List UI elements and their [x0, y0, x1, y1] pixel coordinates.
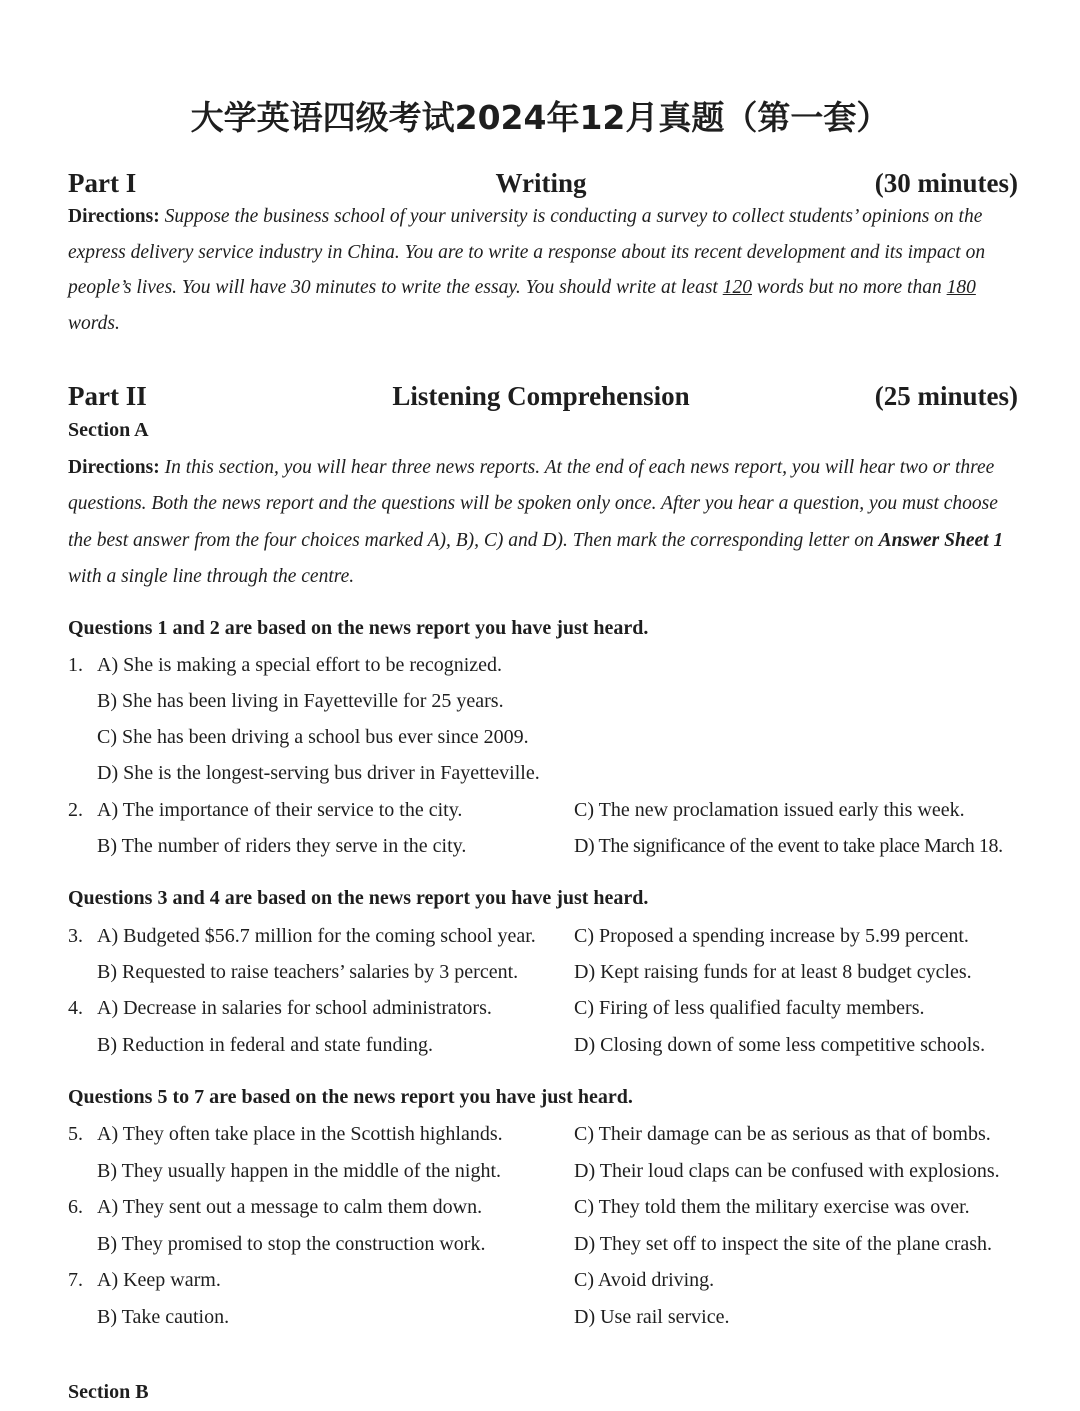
part2-label: Part II	[68, 381, 147, 411]
question-1-number: 1.	[68, 654, 83, 676]
question-7-option-d[interactable]: D) Use rail service.	[574, 1306, 730, 1328]
question-4-option-c[interactable]: C) Firing of less qualified faculty members.	[574, 997, 925, 1019]
part1-directions-label: Directions:	[68, 206, 160, 227]
question-1-option-b[interactable]: B) She has been living in Fayetteville for 25 years.	[97, 690, 504, 712]
question-1-option-d[interactable]: D) She is the longest-serving bus driver in Fayetteville.	[97, 762, 540, 784]
part2-directions-label: Directions:	[68, 457, 160, 478]
part1-directions	[68, 199, 1020, 341]
question-2-number: 2.	[68, 799, 83, 821]
part2-name: Listening Comprehension	[392, 381, 690, 411]
part1-directions-end: words.	[68, 312, 120, 334]
question-4-option-d[interactable]: D) Closing down of some less competitive schools.	[574, 1034, 986, 1056]
part2-header	[68, 381, 1018, 417]
question-2-option-a[interactable]: A) The importance of their service to the city.	[97, 799, 463, 821]
part1-directions-text: Suppose the business school of your university is conducting a survey to collect students’ opinions on the express delivery service industry in China. You are to write a response about its recent development and its impact on people’s lives. You will have 30 minutes to write the essay. You should write at least	[68, 206, 986, 298]
part1-label: Part I	[68, 168, 137, 198]
question-4-number: 4.	[68, 997, 83, 1019]
question-group-3-heading: Questions 5 to 7 are based on the news report you have just heard.	[68, 1086, 633, 1108]
question-1-option-c[interactable]: C) She has been driving a school bus ever since 2009.	[97, 726, 529, 748]
section-a-heading: Section A	[68, 419, 149, 441]
section-b-heading: Section B	[68, 1381, 149, 1403]
question-2-option-d[interactable]: D) The significance of the event to take place March 18.	[574, 835, 1003, 857]
question-group-2-heading: Questions 3 and 4 are based on the news report you have just heard.	[68, 887, 649, 909]
question-7-option-c[interactable]: C) Avoid driving.	[574, 1269, 715, 1291]
answer-sheet-ref: Answer Sheet 1	[878, 529, 1004, 551]
min-words: 120	[722, 277, 752, 298]
question-group-1-heading: Questions 1 and 2 are based on the news report you have just heard.	[68, 617, 649, 639]
part2-time: (25 minutes)	[874, 381, 1018, 411]
question-3-option-a[interactable]: A) Budgeted $56.7 million for the coming school year.	[97, 925, 536, 947]
question-6-option-c[interactable]: C) They told them the military exercise was over.	[574, 1196, 970, 1218]
question-6-option-a[interactable]: A) They sent out a message to calm them down.	[97, 1196, 483, 1218]
page-title: 大学英语四级考试2024年12月真题（第一套）	[190, 98, 890, 137]
question-7-option-b[interactable]: B) Take caution.	[97, 1306, 230, 1328]
question-7-option-a[interactable]: A) Keep warm.	[97, 1269, 221, 1291]
max-words: 180	[946, 277, 976, 298]
question-5-option-d[interactable]: D) Their loud claps can be confused with explosions.	[574, 1160, 1000, 1182]
question-5-option-c[interactable]: C) Their damage can be as serious as that of bombs.	[574, 1123, 991, 1145]
question-6-option-d[interactable]: D) They set off to inspect the site of the plane crash.	[574, 1233, 993, 1255]
question-5-option-a[interactable]: A) They often take place in the Scottish highlands.	[97, 1123, 503, 1145]
question-5-number: 5.	[68, 1123, 83, 1145]
question-2-option-b[interactable]: B) The number of riders they serve in the city.	[97, 835, 467, 857]
question-3-option-b[interactable]: B) Requested to raise teachers’ salaries by 3 percent.	[97, 961, 519, 983]
question-5-option-b[interactable]: B) They usually happen in the middle of the night.	[97, 1160, 502, 1182]
question-3-number: 3.	[68, 925, 83, 947]
question-6-number: 6.	[68, 1196, 83, 1218]
part2-directions-end: with a single line through the centre.	[68, 565, 355, 587]
question-3-option-c[interactable]: C) Proposed a spending increase by 5.99 percent.	[574, 925, 969, 947]
question-4-option-b[interactable]: B) Reduction in federal and state funding.	[97, 1034, 434, 1056]
question-4-option-a[interactable]: A) Decrease in salaries for school administrators.	[97, 997, 492, 1019]
question-3-option-d[interactable]: D) Kept raising funds for at least 8 budget cycles.	[574, 961, 972, 983]
part2-directions-text: In this section, you will hear three news reports. At the end of each news report, you will hear two or three questions. Both the news report and the questions will be spoken only once. After you hear a question, you must choose the best answer from the four choices marked A), B), C) and D). Then mark the corresponding letter on	[68, 457, 998, 551]
question-2-option-c[interactable]: C) The new proclamation issued early this week.	[574, 799, 965, 821]
question-7-number: 7.	[68, 1269, 83, 1291]
part1-directions-mid: words but no more than	[756, 277, 942, 298]
question-6-option-b[interactable]: B) They promised to stop the construction work.	[97, 1233, 486, 1255]
part1-time: (30 minutes)	[874, 168, 1018, 198]
part2-directions	[68, 450, 1020, 595]
question-1-option-a[interactable]: A) She is making a special effort to be recognized.	[97, 654, 503, 676]
part1-name: Writing	[495, 168, 587, 198]
